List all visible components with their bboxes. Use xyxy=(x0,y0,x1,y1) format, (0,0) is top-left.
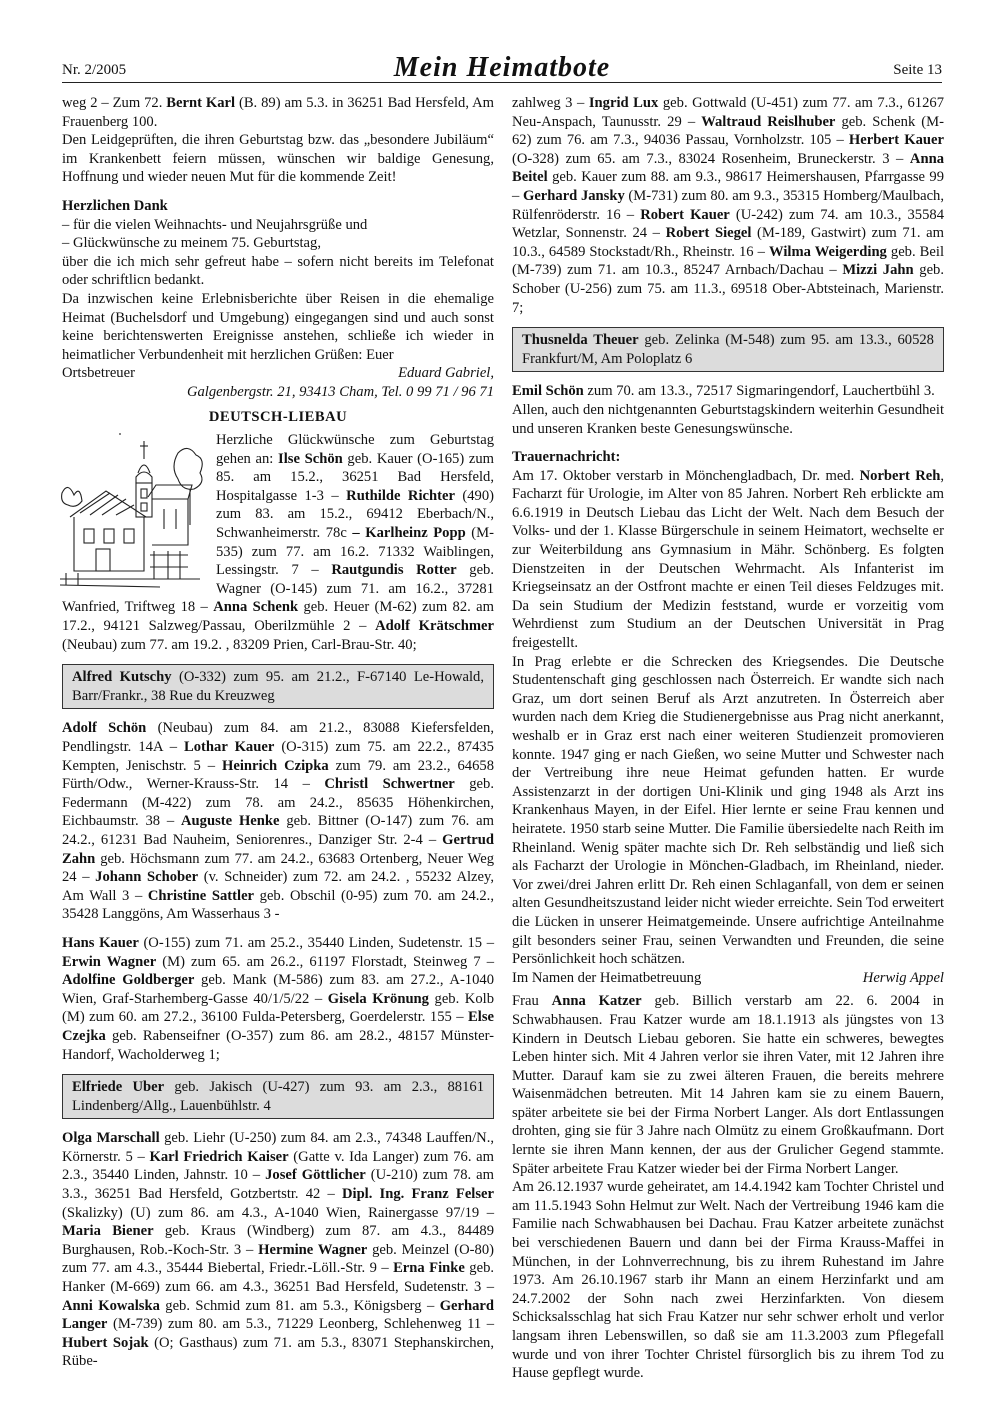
text-run: (M) zum 65. am 26.2., 61197 Florstadt, Steinweg 7 – xyxy=(156,953,494,970)
text-run: Frau xyxy=(512,993,552,1010)
signoff-line xyxy=(62,364,494,383)
section-heading-deutsch-liebau: DEUTSCH-LIEBAU xyxy=(208,408,348,425)
intro-paragraph-2 xyxy=(62,131,494,187)
person-name: Christl Schwertner xyxy=(324,776,455,793)
thanks-line-3 xyxy=(62,253,494,290)
text-run: Den Leidgeprüften, die ihren Geburtstag bzw. das „besondere Jubiläum“ im Krankenbett feiern müssen, wünschen wir baldige Genesung, Hoffnung und wieder neuen Mut für die kommende Zeit! xyxy=(62,132,494,186)
left-column xyxy=(62,94,494,1371)
text-run: geb. Zelinka (M-548) zum 95. am 13.3., 60528 Frankfurt/M, Am Poloplatz 6 xyxy=(522,332,934,367)
text-run: geb. Federmann (M-422) zum 78. am 24.2., 85635 Höhenkirchen, Eichbaumstr. 38 – xyxy=(62,776,494,830)
person-name: Gerhard Langer xyxy=(62,1297,495,1333)
person-name: Robert Kauer xyxy=(640,206,730,223)
obituary-reh-1 xyxy=(512,467,944,653)
person-name: Olga Marschall xyxy=(62,1130,160,1147)
person-name: Ingrid Lux xyxy=(588,95,659,111)
text-run: (M-739) zum 80. am 5.3., 71229 Leonberg, Schlehenweg 11 – xyxy=(107,1316,494,1333)
person-name: Lothar Kauer xyxy=(184,739,275,755)
person-name: Gerhard Jansky xyxy=(522,187,625,204)
person-name: Erwin Wagner xyxy=(62,953,157,970)
person-name: Wilma Weigerding xyxy=(769,243,887,260)
text-run: geb. Wagner (O-145) zum 71. am 16.2., 37281 Wanfried, Triftweg 18 – xyxy=(62,562,495,616)
person-name: Thusnelda Theuer xyxy=(522,332,639,349)
person-name: Hermine Wagner xyxy=(258,1241,368,1258)
highlight-box-thusnelda-theuer xyxy=(512,327,944,372)
text-run: geb. Schober (U-256) zum 75. am 11.3., 69518 Ober-Abtsteinach, Marienstr. 7; xyxy=(512,262,944,316)
church-illustration xyxy=(60,433,208,595)
person-name: Adolf Schön xyxy=(62,720,147,737)
person-name: Alfred Kutschy xyxy=(72,669,172,686)
text-run: über die ich mich sehr gefreut habe – sofern nicht bereits im Telefonat oder schriftlicn bedankt. xyxy=(62,253,494,289)
person-name: Rautgundis Rotter xyxy=(331,562,457,579)
text-run: (O; Gasthaus) zum 71. am 5.3., 83071 Stephanskirchen, Rübe- xyxy=(62,1334,495,1370)
text-run: (M-189, Gastwirt) zum 71. am 10.3., 64589 Stockstadt/Rh., Rheinstr. 16 – xyxy=(512,225,945,260)
right-column xyxy=(512,94,944,1383)
text-run: geb. Kolb (M) zum 60. am 27.2., 36100 Fulda-Petersberg, Goerdelerstr. 155 – xyxy=(62,990,494,1026)
text-run: – für die vielen Weihnachts- und Neujahrsgrüße und xyxy=(62,216,368,233)
person-name: Hubert Sojak xyxy=(62,1334,149,1351)
masthead-logo: Mein Heimatbote xyxy=(393,52,611,83)
text-run: geb. Beil (M-739) zum 71. am 10.3., 85247 Arnbach/Dachau – xyxy=(512,243,945,279)
text-run: geb. Hanker (M-669) zum 66. am 4.3., 36251 Bad Hersfeld, Sudetenstr. 3 – xyxy=(62,1260,495,1296)
text-run: Am 17. Oktober verstarb in Mönchengladbach, Dr. med. xyxy=(512,467,860,484)
person-name: Erna Finke xyxy=(393,1260,465,1277)
person-name: Heinrich Czipka xyxy=(221,757,329,774)
text-run: (U-242) zum 74. am 10.3., 35584 Wetzlar, Sonnenstr. 24 – xyxy=(512,206,944,242)
text-run: geb. Rabenseifner (O-357) zum 86. am 28.2., 48157 Münster-Handorf, Wacholderweg 1; xyxy=(62,1027,494,1063)
birthday-list-3 xyxy=(62,934,494,1064)
person-name: Hans Kauer xyxy=(62,934,139,951)
person-name: Anna Schenk xyxy=(213,599,299,616)
text-run: geb. Schenk (M-62) zum 76. am 7.3., 94036 Passau, Vornholzstr. 105 – xyxy=(512,113,945,149)
person-name: Josef Göttlicher xyxy=(265,1167,366,1184)
text-run: (O-315) zum 75. am 22.2., 87435 Kempten, Jenischstr. 5 – xyxy=(62,739,494,774)
text-run: zum 79. am 23.2., 64658 Fürth/Odw., Werner-Krauss-Str. 14 – xyxy=(62,757,494,793)
person-name: Karl Friedrich Kaiser xyxy=(149,1148,289,1165)
text-run: (Neubau) zum 77. am 19.2. , 83209 Prien, Carl-Brau-Str. 40; xyxy=(62,636,417,653)
text-run: geb. Kauer zum 88. am 9.3., 98617 Heimershausen, Pfarrgasse 99 – xyxy=(512,169,944,204)
text-run: (490) zum 83. am 15.2., 69412 Eberbach/N., Schwanheimerstr. 78c xyxy=(216,487,494,542)
obituary-katzer-1 xyxy=(512,992,944,1178)
thanks-line-4 xyxy=(62,290,494,364)
person-name: Maria Biener xyxy=(62,1223,154,1240)
text-run: geb. Höchsmann zum 77. am 24.2., 63683 Ortenberg, Neuer Weg 24 – xyxy=(62,850,494,886)
text-run: (U-210) zum 78. am 3.3., 36251 Bad Hersfeld, Gotzbertstr. 42 – xyxy=(62,1167,494,1203)
birthday-list-6 xyxy=(512,382,944,401)
signoff-role: Ortsbetreuer xyxy=(62,365,135,382)
highlight-box-alfred-kutschy xyxy=(62,664,494,709)
text-run: (O-332) zum 95. am 21.2., F-67140 Le-Howald, Barr/Frankr., 38 Rue du Kreuzweg xyxy=(72,669,484,704)
person-name: Ruthilde Richter xyxy=(346,487,455,504)
text-run: geb. Bittner (O-147) zum 76. am 24.2., 61231 Bad Nauheim, Seniorenres., Danziger Str. 2-4 – xyxy=(62,813,494,848)
person-name: Anna Katzer xyxy=(551,993,642,1010)
text-run: geb. Schmid zum 81. am 5.3., Königsberg – xyxy=(159,1297,440,1314)
obituary-signature xyxy=(512,969,944,988)
person-name: Gertrud Zahn xyxy=(62,831,494,867)
person-name: Johann Schober xyxy=(95,869,199,886)
text-run: (M-535) zum 77. am 16.2. 71332 Waiblingen, Lessingstr. 7 – xyxy=(216,525,494,579)
page-number: Seite 13 xyxy=(893,62,942,78)
person-name: Robert Siegel xyxy=(665,225,752,242)
signoff-address: Galgenbergstr. 21, 93413 Cham, Tel. 0 99 71 / 96 71 xyxy=(186,383,494,400)
person-name: Auguste Henke xyxy=(181,813,280,830)
text-run: zahlweg 3 – xyxy=(512,95,589,111)
highlight-box-elfriede-uber xyxy=(62,1074,494,1119)
obituary-heading: Trauernachricht: xyxy=(512,449,621,466)
text-run: geb. Obschil (0-95) zum 70. am 24.2., 35428 Langgöns, Am Wasserhaus 3 - xyxy=(62,887,494,923)
header-rule xyxy=(62,82,942,83)
birthday-list-5 xyxy=(512,94,944,317)
text-run: (Gatte v. Ida Langer) zum 76. am 2.3., 35440 Linden, Jahnstr. 10 – xyxy=(62,1148,495,1184)
obituary-signature-org: Im Namen der Heimatbetreuung xyxy=(512,969,702,986)
person-name: Emil Schön xyxy=(512,383,584,400)
person-name: Bernt Karl xyxy=(166,95,236,111)
person-name: Else Czejka xyxy=(62,1009,494,1044)
person-name: Dipl. Ing. Franz Felser xyxy=(341,1186,494,1203)
text-run: geb. Heuer (M-62) zum 82. am 17.2., 94121 Salzweg/Passau, Oberilzmühle 2 – xyxy=(62,599,494,635)
text-run: (O-155) zum 71. am 25.2., 35440 Linden, Sudetenstr. 15 – xyxy=(138,934,495,951)
text-run: , Facharzt für Urologie, im Alter von 85 Jahren. Norbert Reh erblickte am 6.6.1919 in Deutsch Liebau das Licht der Welt. Nach dem Besuch der Volks- und der 1. Klasse Bürgerschule in seinem Heimatort, wechselte er zur Weiterbildung ans Gymnasium in Mähr. Schönberg. Es folgten Dienstzeiten in der Deutschen Wehrmacht. Als Infanterist im Kriegseinsatz an der Ostfront machte er einen Teil dieses Feldzuges mit. Da sein Studium der Medizin feststand, wurde er vorzeitig vom Wehrdienst zum Studium an der Deutschen Universität in Prag freigestellt. xyxy=(512,467,944,652)
person-name: Adolfine Goldberger xyxy=(62,972,195,989)
text-run: Da inzwischen keine Erlebnisberichte über Reisen in die ehemalige Heimat (Buchelsdorf und Umgebung) eingegangen sind und auch sonst keine berichtenswerten Ereignisse anstehen, schließe ich wieder in heimatlicher Verbundenheit mit herzlichen Grüßen: Euer xyxy=(62,290,494,363)
text-run: (O-328) zum 65. am 7.3., 83024 Rosenheim, Bruneckerstr. 3 – xyxy=(512,150,910,167)
intro-paragraph-1 xyxy=(62,94,494,131)
text-run: geb. Billich verstarb am 22. 6. 2004 in Schwabhausen. Frau Katzer wurde am 18.1.1913 als jüngstes von 13 Kindern in Deutsch Liebau geboren. Sie hatte ein schweres, bewegtes Leben hinter sich. Mit 4 Jahren verlor sie ihren Vater, mit 12 Jahren ihre Mutter. Darauf kam sie zu zwei älteren Frauen, die bereits mehrere Waisenmädchen betreuten. Mit 14 Jahren kam sie zu einem Bauern, später arbeitete sie bei der Firma Norbert Langer. Als dort Entlassungen drohten, ging sie für 3 Jahre nach Olmütz zu einem Großkaufmann. Dort lernte sie ihren Mann kennen, der aus der Grulicher Gegend stammte. Später arbeitete Frau Katzer wieder bei der Firma Norbert Langer. xyxy=(512,993,944,1177)
person-name: Mizzi Jahn xyxy=(842,262,914,279)
text-run: (B. 89) am 5.3. in 36251 Bad Hersfeld, Am Frauenberg 100. xyxy=(62,95,494,130)
person-name: Anni Kowalska xyxy=(62,1297,160,1314)
text-run: geb. Mank (M-586) zum 83. am 27.2., A-1040 Wien, Graf-Starhemberg-Gasse 40/1/5/22 – xyxy=(62,972,494,1007)
highlight-text-3 xyxy=(522,331,934,368)
person-name: Ilse Schön xyxy=(278,450,343,467)
obituary-reh-2: In Prag erlebte er die Schrecken des Kriegsendes. Die Deutsche Studentenschaft ging geschlossen nach Österreich. Er wandte sich nach Graz, um dort seinen Beruf als Arzt anzutreten. In Österreich aber wurden nach dem Krieg die Studienergebnisse aus Prag nicht anerkannt, weshalb er in Graz erst nach einer weiteren Studienzeit promovieren konnte. 1947 ging er nach Gießen, wo seine Mutter und Schwester nach der Vertreibung ihre neue Heimat gefunden hatten. Er wurde Assistenzarzt in der dortigen Uni-Klinik und ging 1948 als Arzt ins Krankenhaus Mayen, in der Eifel. Hier lernte er seine Frau kennen und heiratete. 1950 starb seine Mutter. Die Familie übersiedelte nach Reith im Rheinland. Wenig später machte sich Dr. Reh selbständig und ließ sich als Facharzt der Urologie in Mönchen-Gladbach, im Rheinland, nieder. Vor zwei/drei Jahren erlitt Dr. Reh einen Schlaganfall, von dem er seinen alten Gesundheitszustand leider nicht wieder erreichte. Sein Tod erweitert die Lücken in unserer Heimatgemeinde. Unsere aufrichtige Anteilnahme gilt besonders seiner Frau, seinen Verwandten und Freunden, die seine Persönlichkeit hoch schätzen. xyxy=(512,653,944,968)
person-name: Herbert Kauer xyxy=(848,132,944,149)
thanks-heading: Herzlichen Dank xyxy=(62,197,168,214)
person-name: Elfriede Uber xyxy=(72,1079,165,1096)
text-run: (v. Schneider) zum 72. am 24.2. , 55232 Alzey, Am Wall 3 – xyxy=(62,869,495,904)
person-name: Christine Sattler xyxy=(147,887,255,904)
thanks-line-2 xyxy=(62,234,494,253)
text-run: geb. Kraus (Windberg) zum 87. am 4.3., 84489 Burghausen, Rob.-Koch-Str. 3 – xyxy=(62,1223,494,1258)
person-name: Norbert Reh xyxy=(859,467,941,484)
page-header xyxy=(62,52,942,88)
text-run: geb. Kauer (O-165) zum 85. am 15.2., 36251 Bad Hersfeld, Hospitalgasse 1-3 – xyxy=(216,450,494,504)
obituary-katzer-2: Am 26.12.1937 wurde geheiratet, am 14.4.1942 kam Tochter Christel und am 11.5.1943 Sohn Helmut zur Welt. Nach der Vertreibung 1946 kam die Familie nach Schwabhausen bei Dachau. Frau Katzer arbeitete zunächst bei verschiedenen Bauern und dann bei der Firma Krauss-Maffei in München, in der Lohnverrechnung, bis zu ihrem Ruhestand im Jahre 1973. Am 26.10.1967 starb ihr Mann an einem Herzinfarkt und am 24.7.2002 der Sohn nach zwei Herzinfarkten. Von diesem Schicksalsschlag hat sich Frau Katzer nur sehr schwer erholt und verlor langsam ihren Lebenswillen, so daß sie am 11.3.2003 zum Pflegefall wurde und von ihrer Tochter Christel fürsorglich bis zu ihrem Tod zu Hause gepflegt wurde. xyxy=(512,1179,944,1382)
text-run: geb. Jakisch (U-427) zum 93. am 2.3., 88161 Lindenberg/Allg., Lauenbühlstr. 4 xyxy=(72,1079,484,1114)
person-name: Waltraud Reislhuber xyxy=(701,113,836,130)
birthday-list-4 xyxy=(62,1129,494,1371)
person-name: Gisela Krönung xyxy=(327,990,429,1007)
person-name: Adolf Krätschmer xyxy=(375,618,494,635)
highlight-text-2 xyxy=(72,1078,484,1115)
obituary-signature-name: Herwig Appel xyxy=(862,969,944,986)
text-run: (M-731) zum 80. am 9.3., 35315 Homberg/Maulbach, Rülfenröderstr. 16 – xyxy=(512,187,945,223)
text-run: (Skalizky) (U) zum 86. am 4.3., A-1040 Wien, Rainergasse 97/19 – xyxy=(62,1204,494,1221)
person-name: – Karlheinz Popp xyxy=(352,525,466,542)
thanks-line-1 xyxy=(62,216,494,235)
text-run: geb. Liehr (U-250) zum 84. am 2.3., 74348 Lauffen/N., Körnerstr. 5 – xyxy=(62,1130,494,1165)
signoff-name: Eduard Gabriel, xyxy=(398,365,494,382)
text-run: geb. Meinzel (O-80) zum 77. am 4.3., 35444 Biebertal, Friedr.-Löll.-Str. 9 – xyxy=(62,1241,494,1277)
text-run: zum 70. am 13.3., 72517 Sigmaringendorf, Lauchertbühl 3. xyxy=(583,383,935,400)
issue-number: Nr. 2/2005 xyxy=(62,62,127,78)
text-run: (Neubau) zum 84. am 21.2., 83088 Kiefersfelden, Pendlingstr. 14A – xyxy=(62,720,494,755)
church-drawing xyxy=(60,433,208,595)
closing-wishes: Allen, auch den nichtgenannten Geburtstagskindern weiterhin Gesundheit und unseren Kranken beste Genesungswünsche. xyxy=(512,401,944,437)
text-run: weg 2 – Zum 72. xyxy=(62,95,167,111)
text-run: – Glückwünsche zu meinem 75. Geburtstag, xyxy=(62,235,321,252)
text-run: geb. Gottwald (U-451) zum 77. am 7.3., 61267 Neu-Anspach, Taunusstr. 29 – xyxy=(512,95,944,130)
highlight-text-1 xyxy=(72,668,484,705)
person-name: Anna Beitel xyxy=(512,150,944,186)
text-run: Herzliche Glückwünsche zum Geburtstag gehen an: xyxy=(216,432,494,467)
birthday-list-2 xyxy=(62,719,494,924)
